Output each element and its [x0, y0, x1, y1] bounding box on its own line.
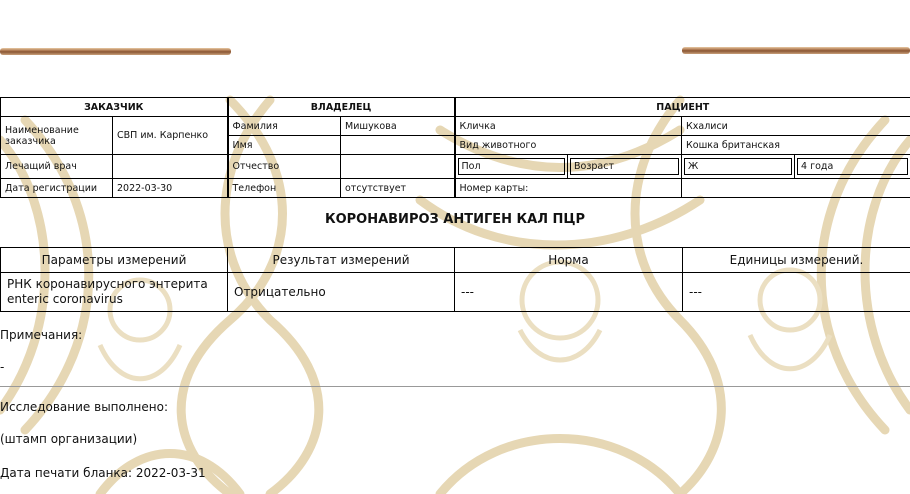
col-parameters: Параметры измерений — [1, 248, 228, 273]
owner-surname-value: Мишукова — [341, 117, 455, 136]
stamp-label: (штамп организации) — [0, 432, 138, 446]
customer-doctor-label: Лечащий врач — [1, 155, 113, 179]
owner-firstname-value — [341, 136, 455, 155]
patient-species-label: Вид животного — [455, 136, 682, 155]
notes-value: - — [0, 360, 5, 374]
decorative-rule-left — [0, 48, 231, 55]
customer-reg-value: 2022-03-30 — [113, 179, 228, 198]
patient-card-label: Номер карты: — [455, 179, 682, 198]
table-row — [1, 273, 910, 312]
col-norm: Норма — [455, 248, 683, 273]
customer-reg-label: Дата регистрации — [1, 179, 113, 198]
performed-label: Исследование выполнено: — [0, 400, 168, 414]
customer-name-label: Наименование заказчика — [1, 117, 113, 155]
section-customer: ЗАКАЗЧИК — [1, 98, 228, 117]
patient-sex-label: Пол — [458, 158, 566, 175]
patient-species-value: Кошка британская — [682, 136, 910, 155]
test-title: КОРОНАВИРОЗ АНТИГЕН КАЛ ПЦР — [324, 212, 586, 227]
row-parameter: РНК коронавирусного энтерита enteric coronavirus — [1, 273, 228, 312]
col-result: Результат измерений — [228, 248, 455, 273]
header-table — [0, 97, 910, 198]
notes-label: Примечания: — [0, 328, 83, 342]
patient-sex-value: Ж — [684, 158, 792, 175]
patient-age-label: Возраст — [570, 158, 679, 175]
patient-card-value — [682, 179, 910, 198]
customer-name-value: СВП им. Карпенко — [113, 117, 228, 155]
customer-doctor-value — [113, 155, 228, 179]
row-units: --- — [683, 273, 910, 312]
col-units: Единицы измерений. — [683, 248, 910, 273]
owner-phone-value: отсутствует — [341, 179, 455, 198]
divider — [0, 386, 910, 387]
row-norm: --- — [455, 273, 683, 312]
owner-surname-label: Фамилия — [228, 117, 341, 136]
owner-phone-label: Телефон — [228, 179, 341, 198]
owner-patronymic-value — [341, 155, 455, 179]
patient-nickname-label: Кличка — [455, 117, 682, 136]
owner-firstname-label: Имя — [228, 136, 341, 155]
patient-age-value: 4 года — [797, 158, 908, 175]
section-patient: ПАЦИЕНТ — [455, 98, 910, 117]
owner-patronymic-label: Отчество — [228, 155, 341, 179]
row-result: Отрицательно — [228, 273, 455, 312]
decorative-rule-right — [682, 47, 910, 54]
results-table — [0, 247, 910, 312]
patient-nickname-value: Кхалиси — [682, 117, 910, 136]
print-date: Дата печати бланка: 2022-03-31 — [0, 466, 206, 480]
section-owner: ВЛАДЕЛЕЦ — [228, 98, 455, 117]
